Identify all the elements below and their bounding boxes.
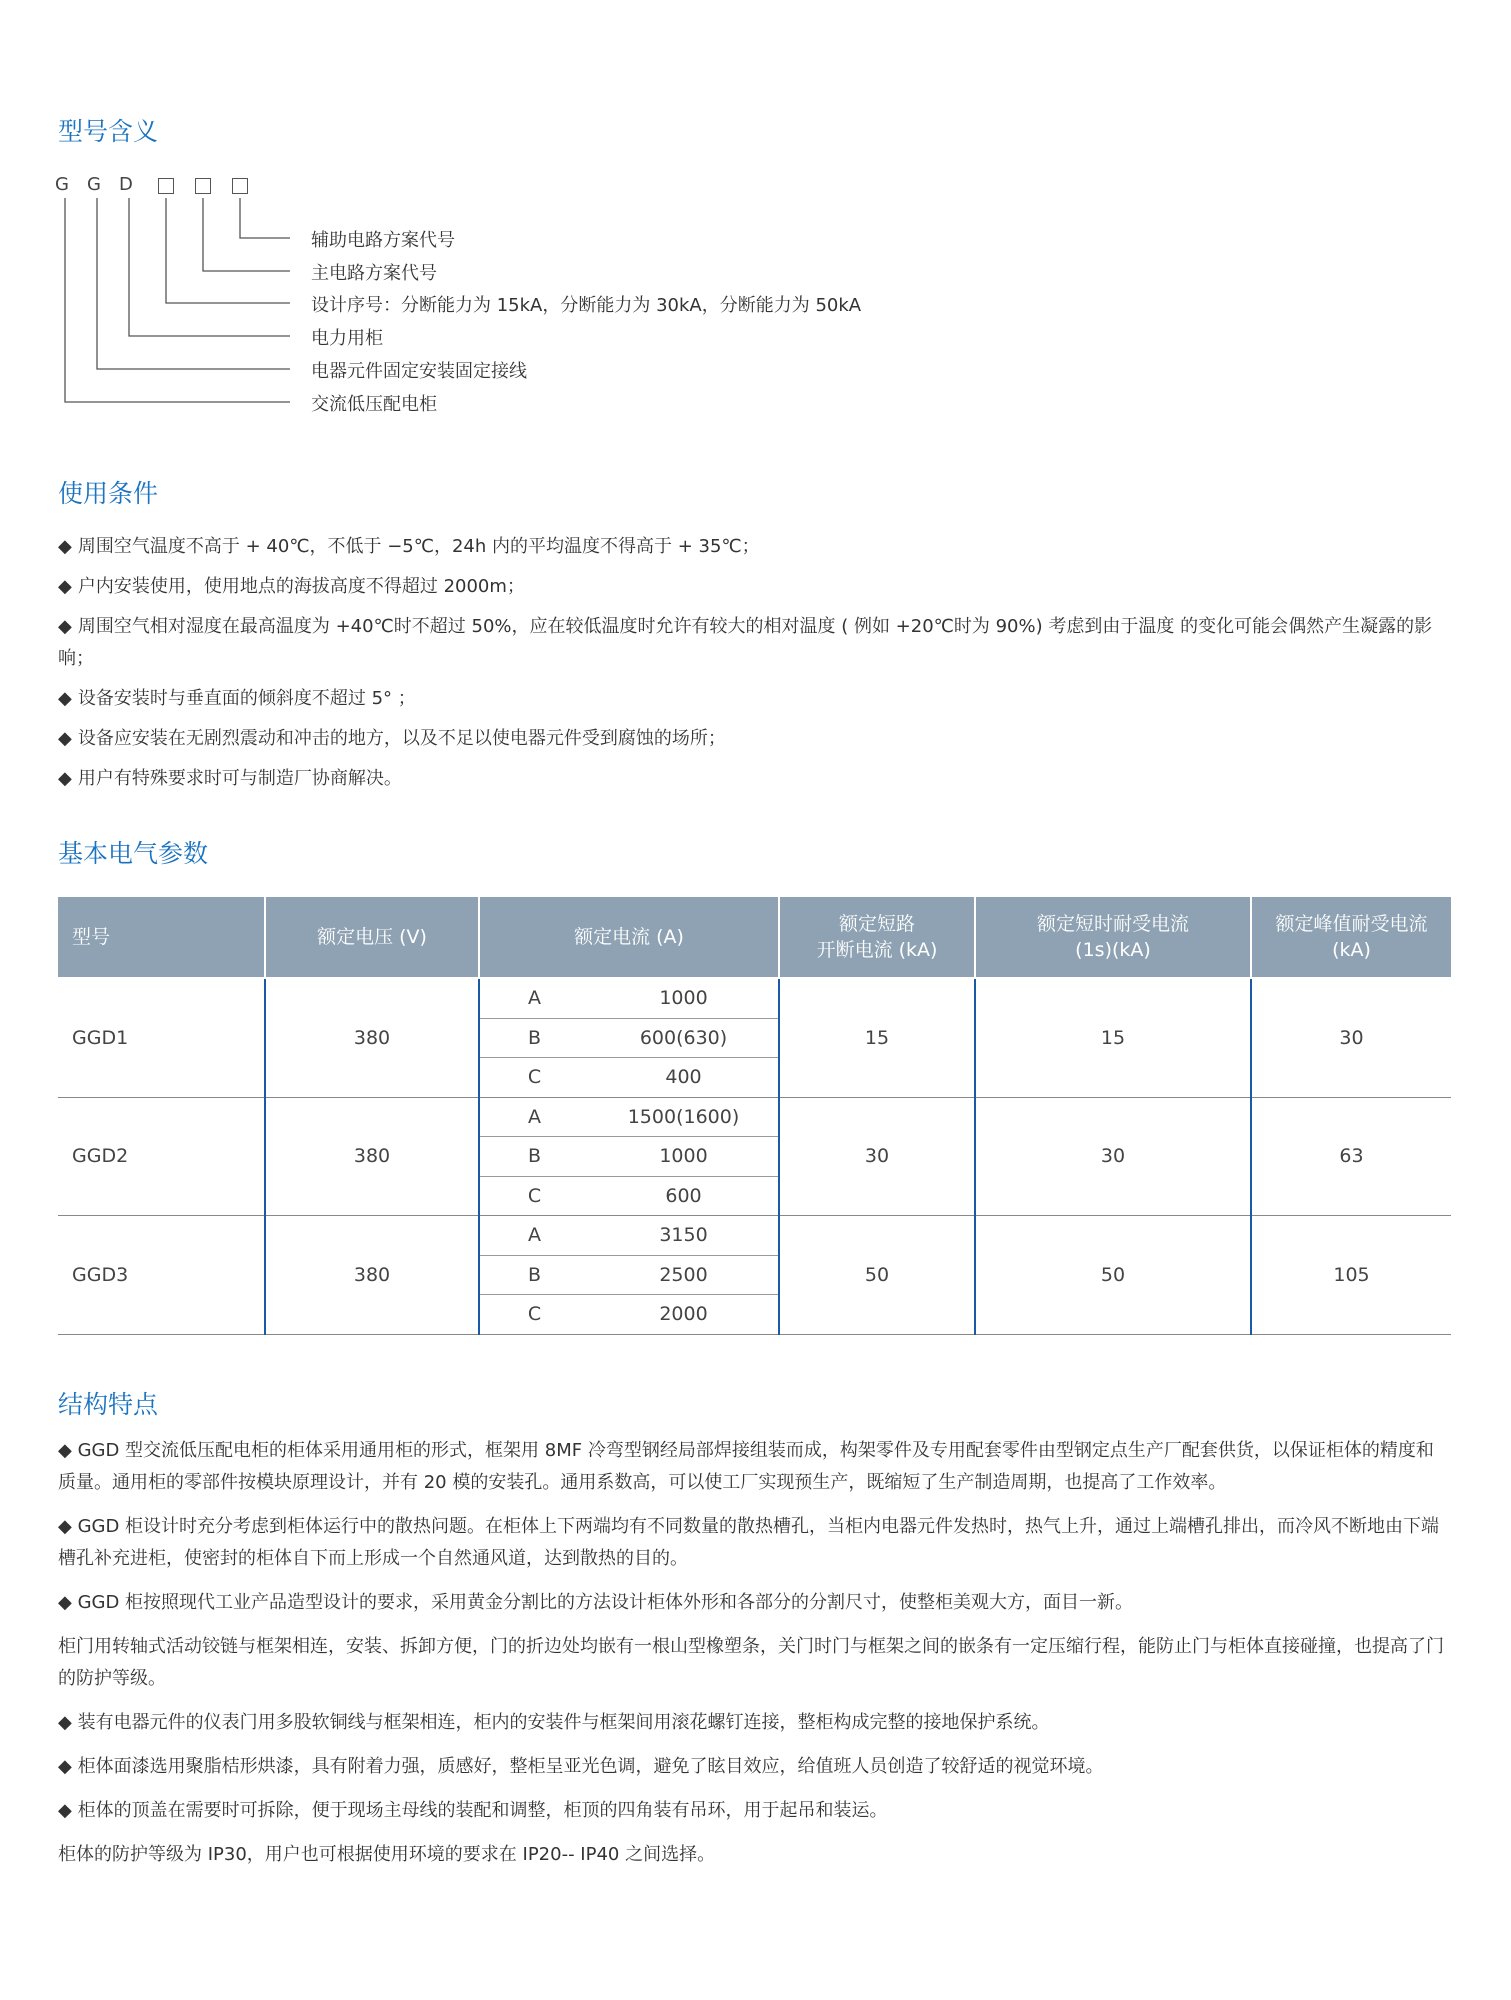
code-letter: G — [87, 174, 101, 195]
cell-grade: C — [479, 1176, 589, 1216]
paragraph: 柜体的防护等级为 IP30，用户也可根据使用环境的要求在 IP20-- IP40 之间选择。 — [58, 1844, 716, 1865]
section-title-structure: 结构特点 — [58, 1390, 159, 1419]
cell-voltage: 380 — [265, 1097, 479, 1216]
cell-short-time: 30 — [975, 1097, 1251, 1216]
code-label-aux-circuit: 辅助电路方案代号 — [311, 230, 455, 251]
code-letter: D — [119, 174, 133, 195]
cell-current: 2000 — [589, 1295, 779, 1335]
cell-voltage: 380 — [265, 978, 479, 1097]
paragraph: ◆ 柜体面漆选用聚脂桔形烘漆，具有附着力强，质感好，整柜呈亚光色调，避免了眩目效应，给值班人员创造了较舒适的视觉环境。 — [58, 1756, 1104, 1777]
cell-breaking: 50 — [779, 1216, 975, 1335]
diamond-bullet-icon: ◆ — [58, 728, 72, 749]
section-title-usage-conditions: 使用条件 — [58, 479, 159, 508]
list-item: ◆ 周围空气温度不高于 + 40℃，不低于 −5℃，24h 内的平均温度不得高于 + 35℃； — [58, 536, 760, 557]
cell-short-time: 15 — [975, 978, 1251, 1097]
header-short-time: 额定短时耐受电流 (1s)(kA) — [975, 897, 1251, 978]
cell-model: GGD3 — [58, 1216, 265, 1335]
table-row — [58, 1216, 1451, 1256]
cell-grade: B — [479, 1255, 589, 1295]
code-label-design-number: 设计序号：分断能力为 15kA，分断能力为 30kA，分断能力为 50kA — [311, 295, 862, 316]
cell-short-time: 50 — [975, 1216, 1251, 1335]
header-peak: 额定峰值耐受电流 (kA) — [1251, 897, 1451, 978]
list-item: ◆ 设备应安装在无剧烈震动和冲击的地方，以及不足以使电器元件受到腐蚀的场所； — [58, 728, 726, 749]
electrical-params-table — [58, 897, 1451, 1335]
cell-current: 1000 — [589, 978, 779, 1018]
structure-paragraphs — [58, 1435, 1451, 1883]
code-label-ac-lv-cabinet: 交流低压配电柜 — [311, 394, 437, 415]
cell-grade: B — [479, 1018, 589, 1058]
cell-current: 400 — [589, 1058, 779, 1098]
table-row — [58, 978, 1451, 1018]
section-title-electrical-params: 基本电气参数 — [58, 839, 209, 868]
diamond-bullet-icon: ◆ — [58, 616, 72, 637]
header-breaking: 额定短路 开断电流 (kA) — [779, 897, 975, 978]
cell-peak: 63 — [1251, 1097, 1451, 1216]
cell-breaking: 15 — [779, 978, 975, 1097]
diamond-bullet-icon: ◆ — [58, 536, 72, 557]
cell-current: 3150 — [589, 1216, 779, 1256]
cell-current: 600 — [589, 1176, 779, 1216]
cell-voltage: 380 — [265, 1216, 479, 1335]
paragraph: ◆ GGD 柜设计时充分考虑到柜体运行中的散热问题。在柜体上下两端均有不同数量的散热槽孔，当柜内电器元件发热时，热气上升，通过上端槽孔排出，而冷风不断地由下端槽孔补充进柜，使密封的柜体自下而上形成一个自然通风道，达到散热的目的。 — [58, 1516, 1440, 1569]
code-label-main-circuit: 主电路方案代号 — [311, 263, 437, 284]
code-label-fixed-install: 电器元件固定安装固定接线 — [311, 361, 527, 382]
cell-grade: C — [479, 1058, 589, 1098]
diamond-bullet-icon: ◆ — [58, 768, 72, 789]
cell-grade: B — [479, 1137, 589, 1177]
table-row — [58, 1097, 1451, 1137]
cell-current: 1000 — [589, 1137, 779, 1177]
section-title-model-meaning: 型号含义 — [58, 117, 159, 146]
list-item: ◆ 户内安装使用，使用地点的海拔高度不得超过 2000m； — [58, 576, 525, 597]
header-model: 型号 — [58, 897, 265, 978]
paragraph: ◆ GGD 型交流低压配电柜的柜体采用通用柜的形式，框架用 8MF 冷弯型钢经局部焊接组装而成，构架零件及专用配套零件由型钢定点生产厂配套供货，以保证柜体的精度和质量。通用柜的零部件按模块原理设计，并有 20 模的安装孔。通用系数高，可以使工厂实现预生产，既缩短了生产制造周期，也提高了工作效率。 — [58, 1440, 1434, 1493]
cell-breaking: 30 — [779, 1097, 975, 1216]
paragraph: 柜门用转轴式活动铰链与框架相连，安装、拆卸方便，门的折边处均嵌有一根山型橡塑条，关门时门与框架之间的嵌条有一定压缩行程，能防止门与柜体直接碰撞，也提高了门的防护等级。 — [58, 1636, 1444, 1689]
cell-current: 2500 — [589, 1255, 779, 1295]
list-item: ◆ 设备安装时与垂直面的倾斜度不超过 5° ； — [58, 688, 416, 709]
list-item: ◆ 周围空气相对湿度在最高温度为 +40℃时不超过 50%，应在较低温度时允许有较大的相对温度 ( 例如 +20℃时为 90%) 考虑到由于温度 的变化可能会偶然产生凝露的影响； — [58, 616, 1433, 669]
header-voltage: 额定电压 (V) — [265, 897, 479, 978]
cell-model: GGD2 — [58, 1097, 265, 1216]
usage-conditions-list — [58, 531, 1450, 803]
cell-current: 600(630) — [589, 1018, 779, 1058]
paragraph: ◆ 柜体的顶盖在需要时可拆除，便于现场主母线的装配和调整，柜顶的四角装有吊环，用于起吊和装运。 — [58, 1800, 888, 1821]
cell-grade: C — [479, 1295, 589, 1335]
cell-grade: A — [479, 1216, 589, 1256]
cell-peak: 105 — [1251, 1216, 1451, 1335]
list-item: ◆ 用户有特殊要求时可与制造厂协商解决。 — [58, 768, 402, 789]
paragraph: ◆ 装有电器元件的仪表门用多股软铜线与框架相连，柜内的安装件与框架间用滚花螺钉连接，整柜构成完整的接地保护系统。 — [58, 1712, 1050, 1733]
diamond-bullet-icon: ◆ — [58, 576, 72, 597]
code-label-power-cabinet: 电力用柜 — [311, 328, 383, 349]
header-current: 额定电流 (A) — [479, 897, 779, 978]
cell-grade: A — [479, 978, 589, 1018]
diamond-bullet-icon: ◆ — [58, 688, 72, 709]
table-header-row — [58, 897, 1451, 978]
cell-grade: A — [479, 1097, 589, 1137]
cell-peak: 30 — [1251, 978, 1451, 1097]
cell-model: GGD1 — [58, 978, 265, 1097]
code-letter: G — [55, 174, 69, 195]
paragraph: ◆ GGD 柜按照现代工业产品造型设计的要求，采用黄金分割比的方法设计柜体外形和各部分的分割尺寸，使整柜美观大方，面目一新。 — [58, 1592, 1134, 1613]
cell-current: 1500(1600) — [589, 1097, 779, 1137]
